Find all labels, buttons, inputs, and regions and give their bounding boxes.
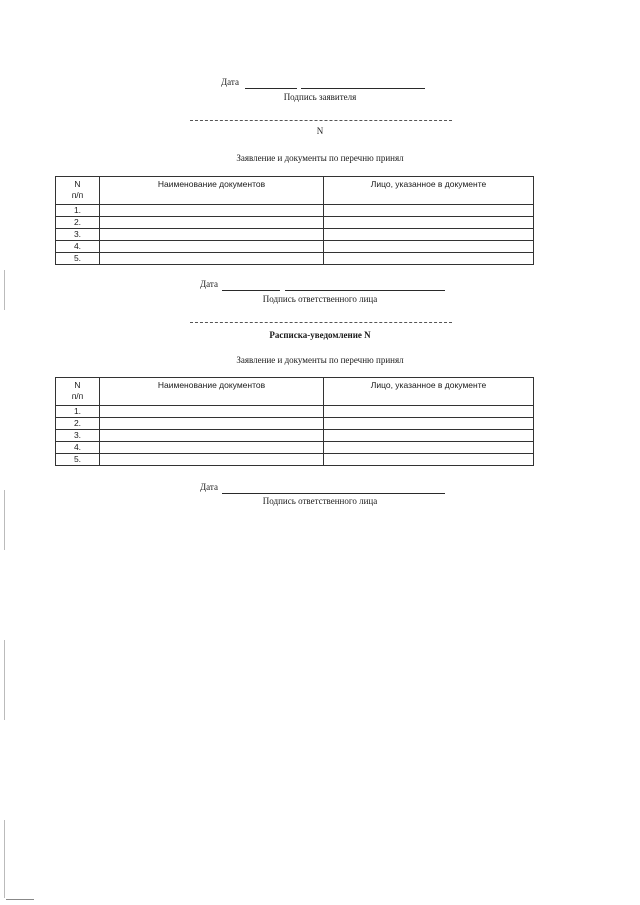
table-cell	[100, 217, 324, 229]
table-cell	[324, 406, 534, 418]
scan-edge-mark	[4, 490, 5, 550]
applicant-signature-caption: Подпись заявителя	[283, 92, 357, 102]
table-cell	[100, 253, 324, 265]
separator-line	[190, 322, 452, 323]
table-row-number: 4.	[56, 442, 100, 454]
responsible-signature-caption: Подпись ответственного лица	[262, 496, 378, 506]
scan-corner-mark	[6, 899, 34, 900]
date-underline	[222, 290, 280, 291]
documents-table-2	[55, 377, 534, 466]
date-label-applicant: Дата	[221, 77, 239, 87]
table-row-number: 1.	[56, 205, 100, 217]
receipt-notice-title: Расписка-уведомление N	[269, 330, 371, 340]
table-cell	[100, 454, 324, 466]
documents-table-1	[55, 176, 534, 265]
table-cell	[324, 217, 534, 229]
date-underline	[245, 88, 297, 89]
table-cell	[324, 205, 534, 217]
responsible-signature-caption: Подпись ответственного лица	[262, 294, 378, 304]
accepted-text: Заявление и документы по перечню принял	[236, 355, 404, 365]
table-cell	[100, 205, 324, 217]
number-label: N	[316, 126, 324, 136]
table-cell	[324, 430, 534, 442]
table-cell	[324, 442, 534, 454]
date-signature-underline	[222, 493, 445, 494]
table-row-number: 2.	[56, 217, 100, 229]
table-cell	[100, 442, 324, 454]
signature-underline	[301, 88, 425, 89]
table-row-number: 3.	[56, 430, 100, 442]
col-header-documents: Наименование документов	[100, 378, 324, 406]
table-cell	[324, 418, 534, 430]
date-label-responsible: Дата	[200, 279, 218, 289]
table-row-number: 5.	[56, 253, 100, 265]
table-row-number: 5.	[56, 454, 100, 466]
table-cell	[100, 418, 324, 430]
table-row-number: 3.	[56, 229, 100, 241]
col-header-person: Лицо, указанное в документе	[324, 378, 534, 406]
col-header-documents: Наименование документов	[100, 177, 324, 205]
table-cell	[100, 229, 324, 241]
table-cell	[324, 241, 534, 253]
col-header-person: Лицо, указанное в документе	[324, 177, 534, 205]
date-label-responsible: Дата	[200, 482, 218, 492]
col-header-number: N п/п	[56, 378, 100, 406]
separator-line	[190, 120, 452, 121]
col-header-number: N п/п	[56, 177, 100, 205]
scan-edge-mark	[4, 820, 5, 898]
table-cell	[100, 430, 324, 442]
table-cell	[100, 241, 324, 253]
accepted-text: Заявление и документы по перечню принял	[236, 153, 404, 163]
table-cell	[100, 406, 324, 418]
signature-underline	[285, 290, 445, 291]
scan-edge-mark	[4, 270, 5, 310]
table-cell	[324, 253, 534, 265]
table-row-number: 2.	[56, 418, 100, 430]
table-cell	[324, 454, 534, 466]
table-row-number: 4.	[56, 241, 100, 253]
scan-edge-mark	[4, 640, 5, 720]
table-row-number: 1.	[56, 406, 100, 418]
table-cell	[324, 229, 534, 241]
